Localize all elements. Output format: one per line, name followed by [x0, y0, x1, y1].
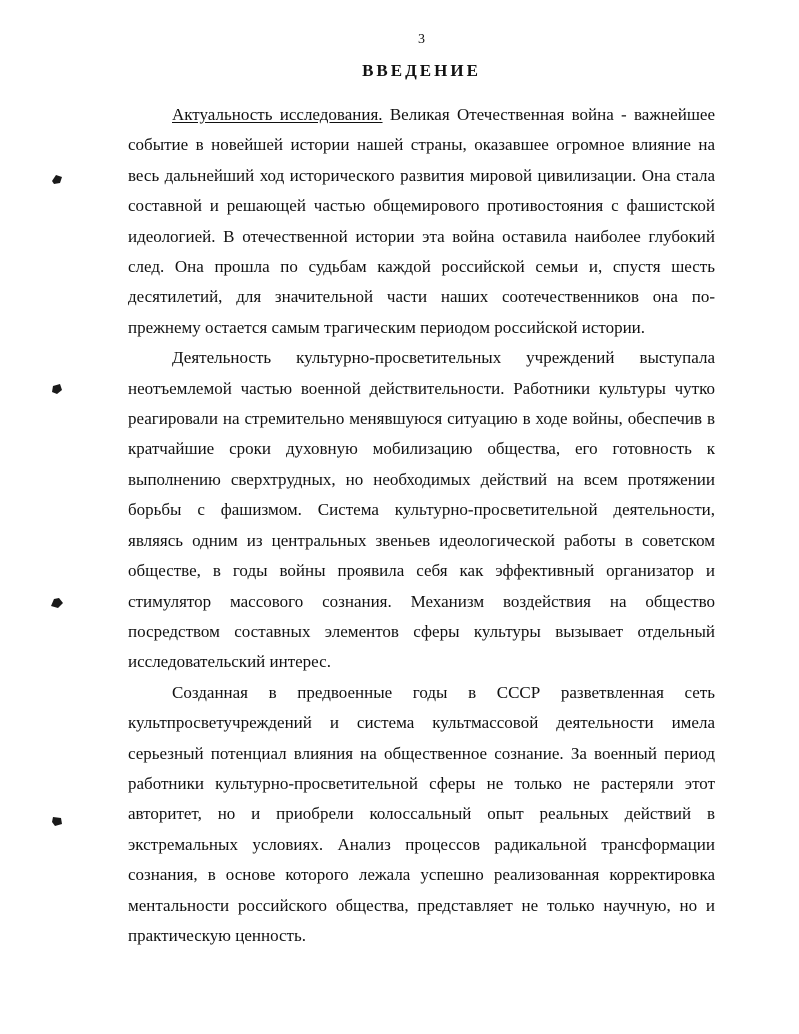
paragraph-lead-heading: Актуальность исследования. [172, 105, 383, 124]
paragraph-cultural-institutions: Деятельность культурно-просветительных учреждений выступала неотъемлемой частью военной действительности. Работники культуры чутко реагировали на стремительно менявшуюся ситуацию в ходе войны, обеспечив в кратчайшие сроки духовную мобилизацию общества, его готовность к выполнению сверхтрудных, но необходимых действий на всем протяжении борьбы с фашизмом. Система культурно-просветительной деятельности, являясь одним из центральных звеньев идеологической работы в советском обществе, в годы войны проявила себя как эффективный организатор и стимулятор массового сознания. Механизм воздействия на общество посредством составных элементов сферы культуры вызывает отдельный исследовательский интерес. [128, 348, 715, 672]
body-text [128, 100, 715, 951]
punch-hole-mark-icon [50, 382, 64, 396]
paragraph-relevance [128, 100, 715, 343]
paragraph-text: Великая Отечественная война - важнейшее событие в новейшей истории нашей страны, оказавшее огромное влияние на весь дальнейший ход исторического развития мировой цивилизации. Она стала составной и решающей частью общемирового противостояния с фашистской идеологией. В отечественной истории эта война оставила наиболее глубокий след. Она прошла по судьбам каждой российской семьи и, спустя шесть десятилетий, для значительной части наших соотечественников она по-прежнему остается самым трагическим периодом российской истории. [128, 105, 716, 337]
paragraph-network: Созданная в предвоенные годы в СССР разветвленная сеть культпросветучреждений и система культмассовой деятельности имела серьезный потенциал влияния на общественное сознание. За военный период работники культурно-просветительной сферы не только не растеряли этот авторитет, но и приобрели колоссальный опыт реальных действий в экстремальных условиях. Анализ процессов радикальной трансформации сознания, в основе которого лежала успешно реализованная корректировка ментальности российского общества, представляет не только научную, но и практическую ценность. [128, 682, 715, 945]
punch-hole-mark-icon [50, 596, 64, 610]
section-title: ВВЕДЕНИЕ [362, 61, 481, 80]
page-number: 3 [418, 32, 425, 47]
punch-hole-mark-icon [50, 172, 64, 186]
punch-hole-mark-icon [50, 814, 64, 828]
